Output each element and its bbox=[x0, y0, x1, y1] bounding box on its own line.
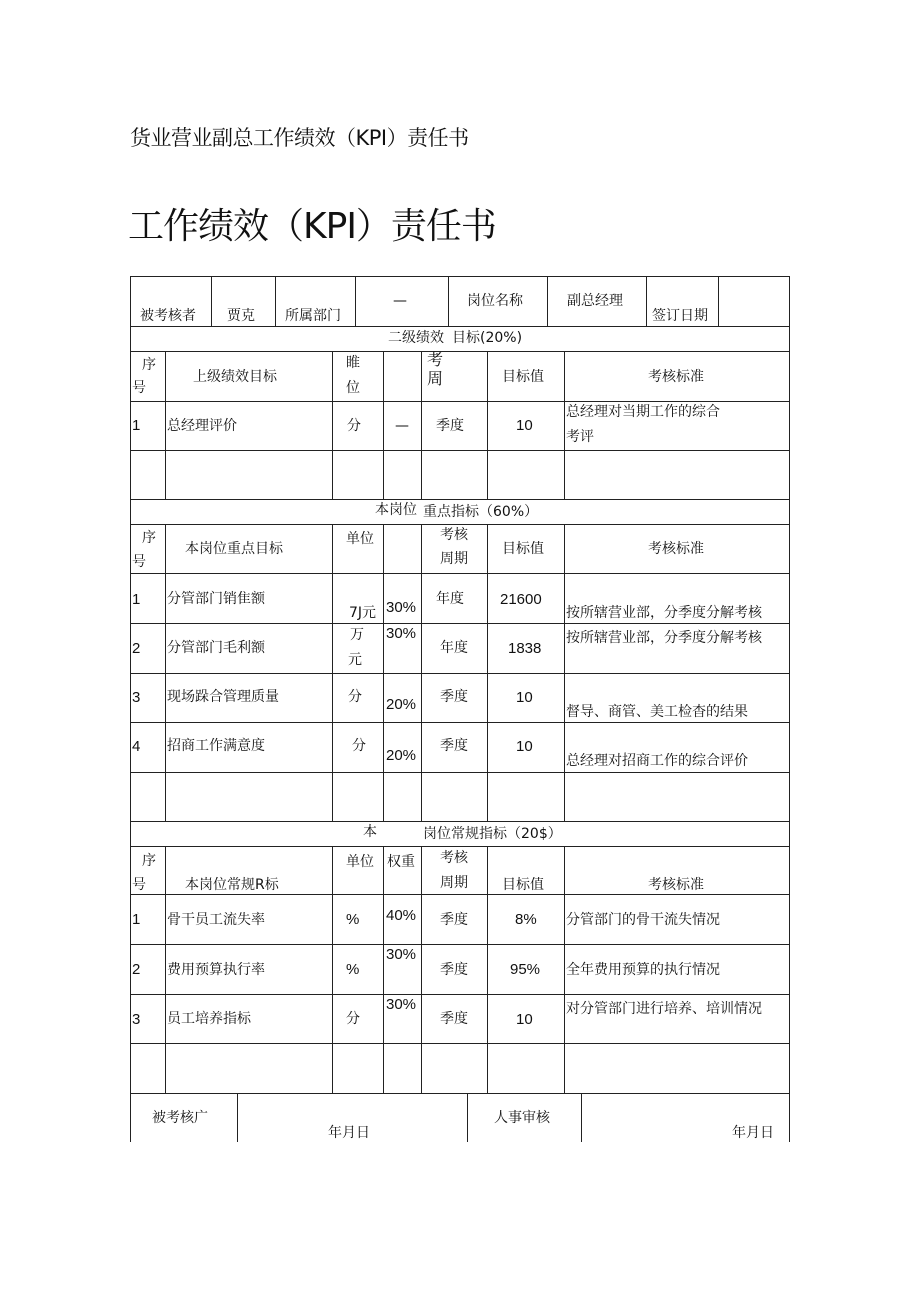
row-no: 1 bbox=[132, 911, 141, 928]
row-target: 21600 bbox=[500, 591, 542, 608]
row-unit: 分 bbox=[352, 738, 366, 754]
col-cycle: 考核 bbox=[440, 850, 468, 866]
footer-examinee-label: 被考核广 bbox=[152, 1110, 208, 1126]
col-criteria: 考核标准 bbox=[648, 877, 704, 893]
row-unit: 分 bbox=[348, 689, 362, 705]
col-no: 号 bbox=[132, 877, 146, 893]
row-criteria: 分管部门的骨干流失情况 bbox=[566, 912, 720, 928]
row-cycle: 季度 bbox=[440, 912, 468, 928]
row-goal: 员工培养指标 bbox=[167, 1011, 251, 1027]
row-unit: 万 bbox=[350, 627, 364, 643]
col-unit: 位 bbox=[346, 380, 360, 396]
row-no: 4 bbox=[132, 738, 141, 755]
footer-hr-label: 人事审核 bbox=[494, 1110, 550, 1126]
row-criteria: 总经理对当期工作的综合 bbox=[566, 404, 720, 420]
row-goal: 骨干员工流失率 bbox=[167, 912, 265, 928]
col-cycle: 周 bbox=[427, 369, 444, 388]
document-title: 货业营业副总工作绩效（KPI）责任书 bbox=[130, 126, 469, 150]
col-no: 序 bbox=[142, 357, 156, 373]
row-goal: 分管部门毛利额 bbox=[167, 640, 265, 656]
row-goal: 招商工作满意度 bbox=[167, 738, 265, 754]
col-target: 目标值 bbox=[502, 877, 544, 893]
col-unit: 单位 bbox=[346, 531, 374, 547]
dept-label: 所属部门 bbox=[285, 308, 341, 324]
row-weight: 20% bbox=[386, 747, 417, 764]
row-no: 2 bbox=[132, 640, 141, 657]
position-value: 副总经理 bbox=[567, 293, 623, 309]
footer-date: 年月日 bbox=[732, 1125, 774, 1141]
col-no: 号 bbox=[132, 380, 146, 396]
col-target: 目标值 bbox=[502, 369, 544, 385]
row-criteria: 全年费用预算的执行情况 bbox=[566, 962, 720, 978]
row-weight: 30% bbox=[386, 625, 417, 642]
row-unit: 元 bbox=[348, 652, 362, 668]
kpi-table bbox=[130, 276, 790, 1142]
row-cycle: 年度 bbox=[436, 591, 464, 607]
col-goal: 本岗位重点目标 bbox=[185, 541, 283, 557]
sign-date-label: 签订日期 bbox=[652, 308, 708, 324]
col-no: 序 bbox=[142, 530, 156, 546]
col-no: 序 bbox=[142, 853, 156, 869]
section3-title-a: 本 bbox=[363, 824, 377, 840]
row-weight: 30% bbox=[386, 946, 417, 963]
examinee-name: 贾克 bbox=[227, 308, 255, 324]
col-cycle: 周期 bbox=[440, 875, 468, 891]
row-cycle: 季度 bbox=[440, 1011, 468, 1027]
col-cycle: 周期 bbox=[440, 551, 468, 567]
row-criteria: 督导、商管、美工检杳的结果 bbox=[566, 704, 748, 720]
examinee-label: 被考核者 bbox=[140, 308, 196, 324]
col-weight: 权重 bbox=[387, 854, 415, 870]
row-unit: 分 bbox=[347, 418, 361, 434]
col-unit: 睢 bbox=[346, 355, 360, 371]
section2-title-b: 重点指标（60%） bbox=[423, 504, 539, 520]
col-no: 号 bbox=[132, 554, 146, 570]
row-no: 1 bbox=[132, 591, 141, 608]
row-weight: 30% bbox=[386, 996, 417, 1013]
row-cycle: 季度 bbox=[440, 738, 468, 754]
col-unit: 单位 bbox=[346, 854, 374, 870]
section2-title-a: 本岗位 bbox=[375, 502, 417, 518]
row-goal: 分管部门销隹额 bbox=[167, 591, 265, 607]
section3-title-b: 岗位常规指标（20$） bbox=[423, 826, 562, 842]
row-weight: 20% bbox=[386, 696, 417, 713]
col-target: 目标值 bbox=[502, 541, 544, 557]
row-no: 3 bbox=[132, 689, 141, 706]
row-unit: 分 bbox=[346, 1011, 360, 1027]
row-criteria: 总经理对招商工作的综合评价 bbox=[566, 753, 748, 769]
dept-value: — bbox=[393, 293, 407, 309]
row-weight: — bbox=[395, 418, 409, 434]
section1-title-a: 二级绩效 bbox=[388, 330, 444, 346]
row-target: 10 bbox=[516, 738, 533, 755]
row-criteria: 按所辖营业部，分季度分解考核 bbox=[566, 605, 762, 621]
row-cycle: 季度 bbox=[436, 418, 464, 434]
col-cycle: 考核 bbox=[440, 527, 468, 543]
row-cycle: 季度 bbox=[440, 689, 468, 705]
row-cycle: 季度 bbox=[440, 962, 468, 978]
row-criteria: 对分管部门进行培养、培训情况 bbox=[566, 1001, 762, 1017]
row-weight: 40% bbox=[386, 907, 417, 924]
row-weight: 30% bbox=[386, 599, 417, 616]
row-target: 10 bbox=[516, 689, 533, 706]
row-goal: 费用预算执行率 bbox=[167, 962, 265, 978]
row-goal: 总经理评价 bbox=[167, 418, 237, 434]
row-cycle: 年度 bbox=[440, 640, 468, 656]
row-no: 1 bbox=[132, 417, 141, 434]
row-unit: % bbox=[346, 961, 360, 978]
col-cycle: 考 bbox=[427, 350, 444, 369]
position-label: 岗位名称 bbox=[467, 293, 523, 309]
row-target: 1838 bbox=[508, 640, 542, 657]
row-no: 2 bbox=[132, 961, 141, 978]
row-unit: 7J元 bbox=[349, 605, 377, 621]
main-title: 工作绩效（KPI）责任书 bbox=[128, 206, 496, 247]
row-target: 10 bbox=[516, 417, 533, 434]
row-unit: % bbox=[346, 911, 360, 928]
row-target: 95% bbox=[510, 961, 541, 978]
col-goal: 上级绩效目标 bbox=[193, 369, 277, 385]
row-criteria: 考评 bbox=[566, 429, 594, 445]
col-goal: 本岗位常规R标 bbox=[185, 877, 279, 893]
row-goal: 现场跺合管理质量 bbox=[167, 689, 279, 705]
row-criteria: 按所辖营业部，分季度分解考核 bbox=[566, 630, 762, 646]
row-target: 10 bbox=[516, 1011, 533, 1028]
row-no: 3 bbox=[132, 1011, 141, 1028]
col-criteria: 考核标准 bbox=[648, 369, 704, 385]
row-target: 8% bbox=[515, 911, 537, 928]
footer-date: 年月日 bbox=[328, 1125, 370, 1141]
col-criteria: 考核标准 bbox=[648, 541, 704, 557]
section1-title-b: 目标(20%) bbox=[452, 330, 523, 346]
